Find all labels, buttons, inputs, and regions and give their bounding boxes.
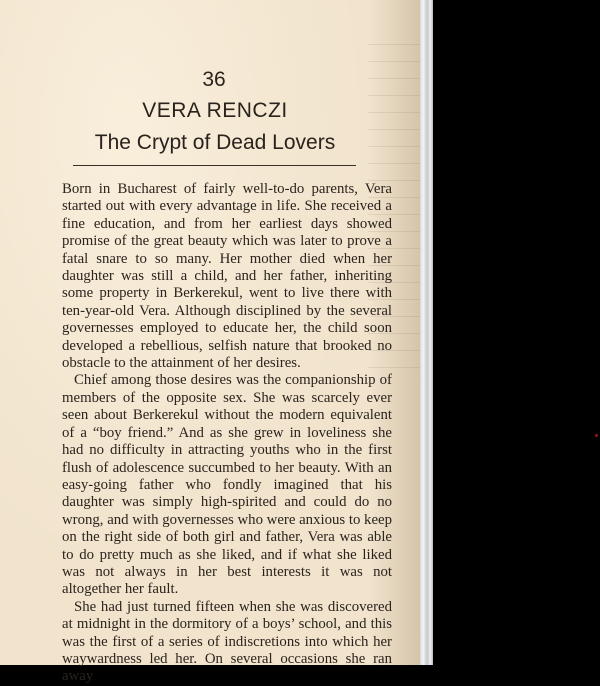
chapter-subtitle: The Crypt of Dead Lovers [94,131,336,154]
red-speck [595,434,598,437]
paragraph: She had just turned fifteen when she was discovered at midnight in the dormitory of a boys’ school, and this was the first of a series of indiscretions into which her waywardness led her. On several occasions she ran away [62,598,392,685]
title-divider [73,165,356,166]
page-edge [420,0,433,665]
chapter-body [62,181,392,686]
chapter-number: 36 [202,68,226,91]
chapter-title: VERA RENCZI [142,99,288,122]
paragraph: Born in Bucharest of fairly well-to-do parents, Vera started out with every advantage in life. She received a fine education, and from her earliest days showed promise of the great beauty which was later to prove a fatal snare to so many. Her mother died when her daughter was still a child, and her father, inheriting some property in Berkerekul, went to live there with ten-year-old Vera. Although disciplined by the several governesses employed to educate her, the child soon developed a rebellious, selfish nature that brooked no obstacle to the attainment of her desires. [62,181,392,372]
dark-background [433,0,600,665]
paragraph: Chief among those desires was the companionship of members of the opposite sex. She was scarcely ever seen about Berkerekul without the modern equivalent of a “boy friend.” And as she grew in loveliness she had no difficulty in attracting youths who in the first flush of adolescence succumbed to her beauty. With an easy-going father who fondly imagined that his daughter was simply high-spirited and could do no wrong, and with governesses who were anxious to keep on the right side of both girl and father, Vera was able to do pretty much as she liked, and if what she liked was not always in her best interests it was not altogether her fault. [62,372,392,598]
